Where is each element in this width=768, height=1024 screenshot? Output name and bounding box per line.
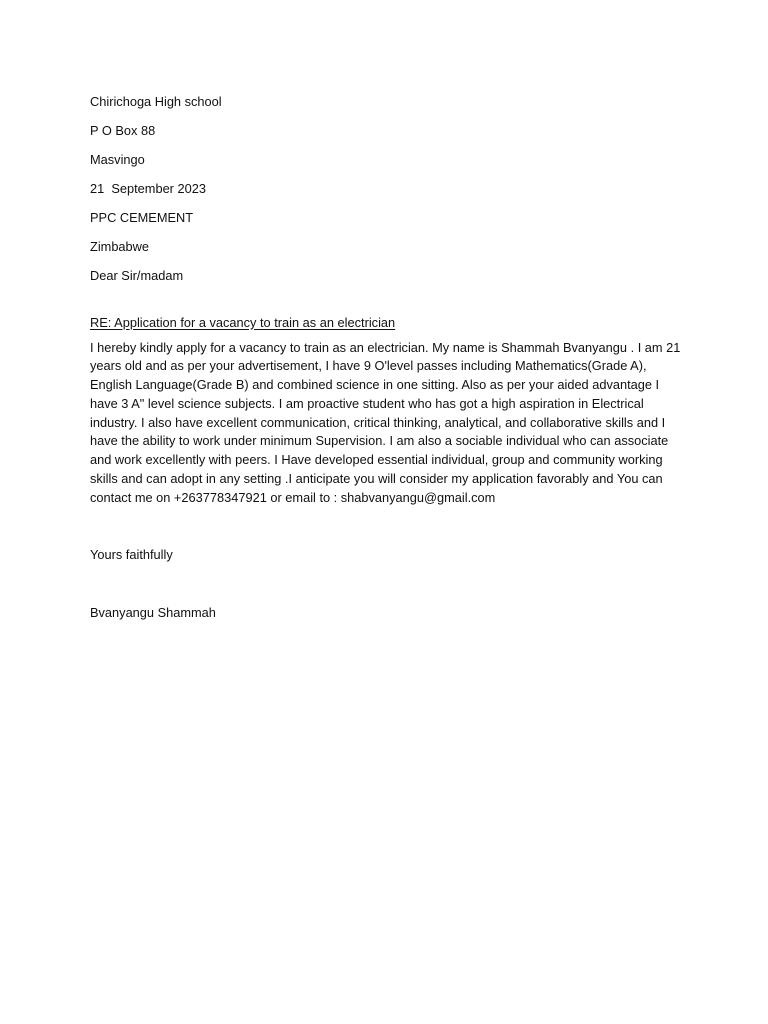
letter-body: I hereby kindly apply for a vacancy to train as an electrician. My name is Shammah Bvanyangu . I am 21 years old and as per your advertisement, I have 9 O'level passes including Mathematics(Grade A), English Language(Grade B) and combined science in one sitting. Also as per your aided advantage I have 3 A" level science subjects. I am proactive student who has got a high aspiration in Electrical industry. I also have excellent communication, critical thinking, analytical, and collaborative skills and I have the ability to work under minimum Supervision. I am also a sociable individual who can associate and work excellently with peers. I Have developed essential individual, group and community working skills and can adopt in any setting .I anticipate you will consider my application favorably and You can contact me on +263778347921 or email to : shabvanyangu@gmail.com — [90, 339, 681, 505]
letter-closing: Yours faithfully — [90, 546, 173, 562]
sender-po-box: P O Box 88 — [90, 122, 156, 138]
recipient-company: PPC CEMEMENT — [90, 209, 194, 225]
letter-signature: Bvanyangu Shammah — [90, 605, 216, 621]
sender-city: Masvingo — [90, 151, 145, 167]
letter-date: 21 September 2023 — [90, 180, 206, 196]
letter-subject: RE: Application for a vacancy to train as an electrician — [90, 314, 396, 330]
sender-school-name: Chirichoga High school — [90, 94, 222, 109]
letter — [90, 93, 685, 623]
recipient-country: Zimbabwe — [90, 238, 150, 254]
salutation: Dear Sir/madam — [90, 267, 184, 283]
